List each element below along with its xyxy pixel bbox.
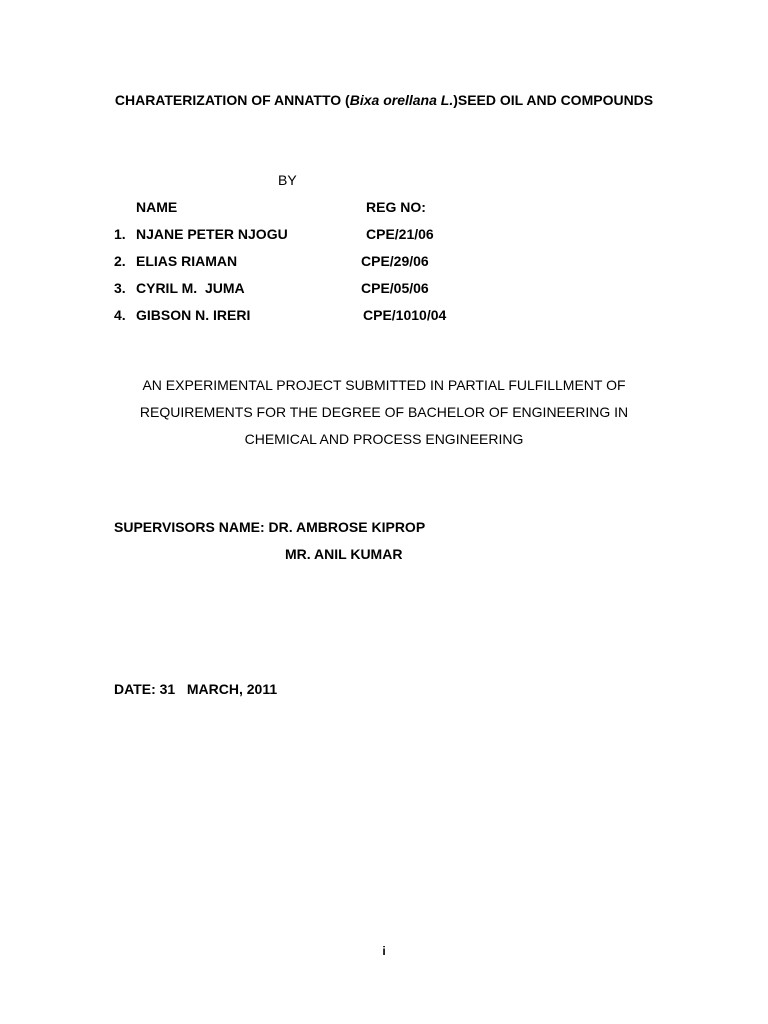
student-number: 4. xyxy=(114,307,126,323)
student-number: 3. xyxy=(114,280,126,296)
title-suffix: )SEED OIL AND COMPOUNDS xyxy=(453,92,654,108)
student-reg-no: CPE/21/06 xyxy=(366,226,434,242)
project-description xyxy=(0,372,768,453)
student-name: GIBSON N. IRERI xyxy=(136,307,251,323)
student-reg-no: CPE/05/06 xyxy=(361,280,429,296)
student-number: 2. xyxy=(114,253,126,269)
document-title xyxy=(0,92,768,108)
supervisor-second-name: MR. ANIL KUMAR xyxy=(285,546,403,562)
student-reg-no: CPE/29/06 xyxy=(361,253,429,269)
student-name: CYRIL M. JUMA xyxy=(136,280,245,296)
student-name: ELIAS RIAMAN xyxy=(136,253,238,269)
project-line: CHEMICAL AND PROCESS ENGINEERING xyxy=(244,431,524,447)
title-species: Bixa orellana L. xyxy=(349,92,454,108)
by-label: BY xyxy=(278,172,297,188)
student-number: 1. xyxy=(114,226,126,242)
name-column-header: NAME xyxy=(136,199,178,215)
student-reg-no: CPE/1010/04 xyxy=(363,307,447,323)
page-number: i xyxy=(382,944,386,958)
title-prefix: CHARATERIZATION OF ANNATTO ( xyxy=(114,92,350,108)
student-name: NJANE PETER NJOGU xyxy=(136,226,288,242)
submission-date: DATE: 31 MARCH, 2011 xyxy=(114,681,278,697)
project-line: AN EXPERIMENTAL PROJECT SUBMITTED IN PARTIAL FULFILLMENT OF xyxy=(142,377,626,393)
project-line: REQUIREMENTS FOR THE DEGREE OF BACHELOR OF ENGINEERING IN xyxy=(139,404,629,420)
supervisors-line: SUPERVISORS NAME: DR. AMBROSE KIPROP xyxy=(114,519,426,535)
reg-no-column-header: REG NO: xyxy=(366,199,426,215)
